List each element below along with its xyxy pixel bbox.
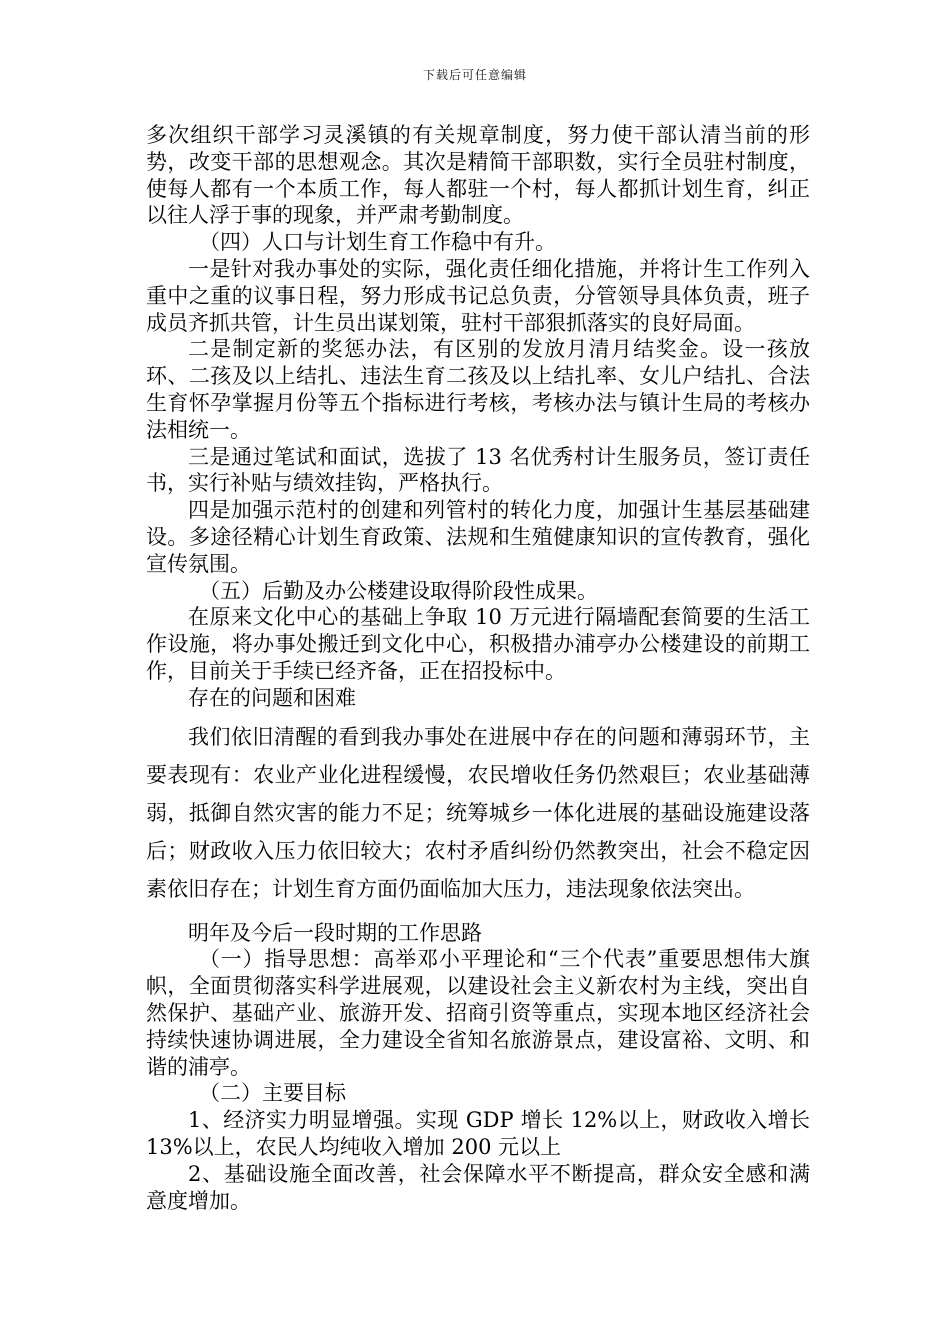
heading-main-goals: （二）主要目标 (199, 1081, 346, 1106)
section-heading-office-building: （五）后勤及办公楼建设取得阶段性成果。 (199, 578, 598, 603)
paragraph-demonstration-village: 四是加强示范村的创建和列管村的转化力度，加强计生基层基础建设。多途径精心计划生育政策、法规和生殖健康知识的宣传教育，强化宣传氛围。 (146, 498, 810, 576)
paragraph-responsibility: 一是针对我办事处的实际，强化责任细化措施，并将计生工作列入重中之重的议事日程，努力形成书记总负责，分管领导具体负责，班子成员齐抓共管，计生员出谋划策，驻村干部狠抓落实的良好局面。 (146, 256, 810, 335)
heading-work-plan: 明年及今后一段时期的工作思路 (188, 920, 482, 945)
paragraph-reward-policy: 二是制定新的奖惩办法，有区别的发放月清月结奖金。设一孩放环、二孩及以上结扎、违法生育二孩及以上结扎率、女儿户结扎、合法生育怀孕掌握月份等五个指标进行考核，考核办法与镇计生局的考核办法相统一。 (146, 337, 810, 442)
page-header: 下载后可任意编辑 (422, 68, 527, 82)
paragraph-cadre-management: 多次组织干部学习灵溪镇的有关规章制度，努力使干部认清当前的形势，改变干部的思想观念。其次是精简干部职数，实行全员驻村制度，使每人都有一个本质工作，每人都驻一个村，每人都抓计划生育，纠正以往人浮于事的现象，并严肃考勤制度。 (146, 123, 810, 228)
paragraph-guiding-ideology: （一）指导思想：高举邓小平理论和“三个代表”重要思想伟大旗帜，全面贯彻落实科学进展观，以建设社会主义新农村为主线，突出自然保护、基础产业、旅游开发、招商引资等重点，实现本地区经济社会持续快速协调进展，全力建设全省知名旅游景点，建设富裕、文明、和谐的浦亭。 (146, 947, 810, 1079)
paragraph-office-building: 在原来文化中心的基础上争取 10 万元进行隔墙配套简要的生活工作设施，将办事处搬迁到文化中心，积极措办浦亭办公楼建设的前期工作，目前关于手续已经齐备，正在招投标中。 (146, 605, 810, 683)
document-body (146, 122, 810, 1214)
paragraph-goal-economy: 1、经济实力明显增强。实现 GDP 增长 12%以上，财政收入增长 13%以上，农民人均纯收入增加 200 元以上 (146, 1108, 810, 1159)
heading-problems: 存在的问题和困难 (188, 685, 356, 710)
paragraph-problems: 我们依旧清醒的看到我办事处在进展中存在的问题和薄弱环节，主要表现有：农业产业化进程缓慢，农民增收任务仍然艰巨；农业基础薄弱，抵御自然灾害的能力不足；统筹城乡一体化进展的基础设施建设落后；财政收入压力依旧较大；农村矛盾纠纷仍然教突出，社会不稳定因素依旧存在；计划生育方面仍面临加大压力，违法现象依法突出。 (146, 724, 810, 901)
paragraph-goal-infrastructure: 2、基础设施全面改善，社会保障水平不断提高，群众安全感和满意度增加。 (146, 1161, 810, 1213)
paragraph-staff-selection: 三是通过笔试和面试，选拔了 13 名优秀村计生服务员，签订责任书，实行补贴与绩效挂钩，严格执行。 (146, 444, 810, 496)
section-heading-family-planning: （四）人口与计划生育工作稳中有升。 (199, 230, 556, 255)
